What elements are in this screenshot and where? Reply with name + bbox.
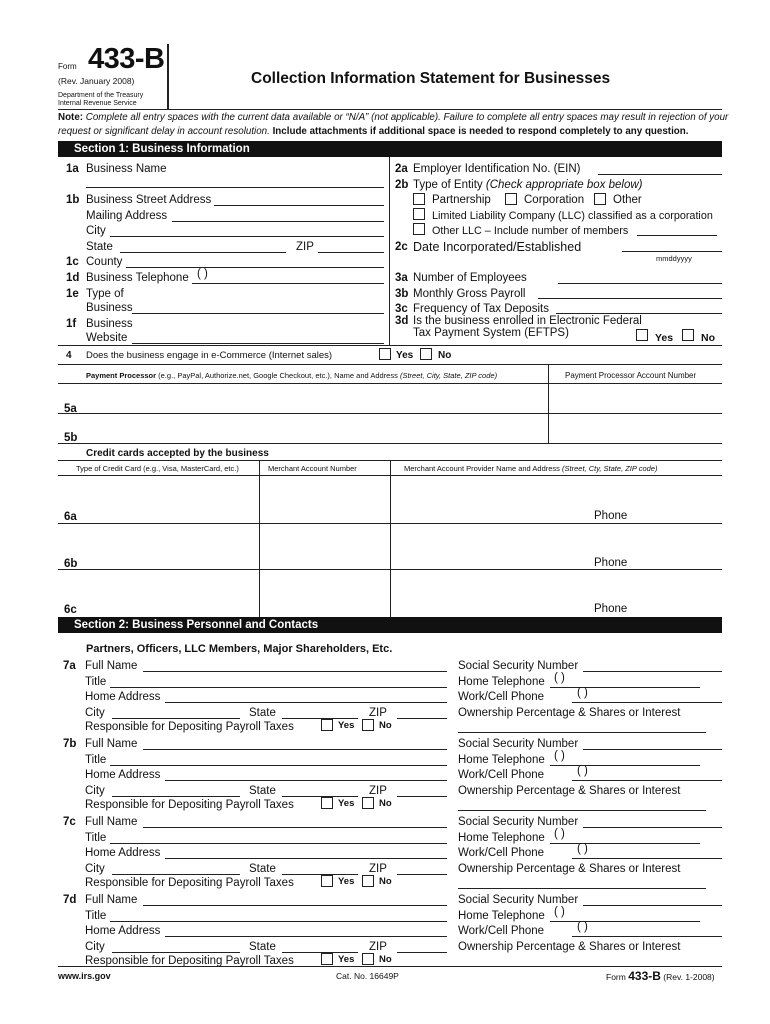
person-7b-payroll-yes-label: Yes (338, 798, 355, 809)
person-7b-state-field[interactable] (282, 796, 358, 797)
merchant-provider-hint: (Street, Cty, State, ZIP code) (562, 464, 658, 473)
person-7d-work-cell-field[interactable] (572, 936, 722, 937)
label-partnership: Partnership (432, 194, 491, 206)
label-3b-num: 3b (395, 288, 409, 300)
label-1e-num: 1e (66, 288, 79, 300)
person-7a-full-name-field[interactable] (143, 671, 447, 672)
zip-field[interactable] (318, 252, 384, 253)
page-title: Collection Information Statement for Businesses (251, 70, 611, 87)
label-zip: ZIP (296, 241, 314, 253)
person-7a-work-cell-label: Work/Cell Phone (458, 691, 545, 703)
person-7c-title-label: Title (85, 832, 107, 844)
person-7b-num: 7b (63, 738, 77, 750)
person-7c-ownership-label: Ownership Percentage & Shares or Interest (458, 863, 681, 875)
note-line2 (58, 126, 688, 137)
note-text2-bold: Include attachments if additional space is needed to respond completely to any question. (272, 126, 689, 137)
person-7d-work-cell-parens: ( ) (577, 921, 588, 933)
person-7c-home-telephone-parens: ( ) (554, 828, 565, 840)
person-7b-payroll-no-checkbox[interactable] (362, 797, 374, 809)
person-7a-full-name-label: Full Name (85, 660, 138, 672)
person-7b-home-telephone-parens: ( ) (554, 750, 565, 762)
credit-card-6a-row[interactable] (58, 523, 722, 524)
person-7d-zip-field[interactable] (397, 952, 447, 953)
form-revision: (Rev. January 2008) (58, 76, 135, 86)
form-number: 433-B (88, 43, 165, 75)
person-7a-home-telephone-parens: ( ) (554, 672, 565, 684)
person-7d-zip-label: ZIP (369, 941, 387, 953)
person-7b-zip-field[interactable] (397, 796, 447, 797)
label-state: State (86, 241, 113, 253)
footer-url[interactable]: www.irs.gov (58, 971, 111, 981)
business-website-field[interactable] (132, 343, 384, 344)
person-7b-city-label: City (85, 785, 105, 797)
person-7c-ownership-field[interactable] (458, 888, 706, 889)
person-7b-full-name-label: Full Name (85, 738, 138, 750)
label-monthly-gross-payroll: Monthly Gross Payroll (413, 288, 526, 300)
label-llc-corporation: Limited Liability Company (LLC) classified as a corporation (432, 210, 713, 222)
person-7d-work-cell-label: Work/Cell Phone (458, 925, 545, 937)
county-field[interactable] (126, 267, 384, 268)
person-7d-payroll-no-label: No (379, 954, 392, 965)
person-7b-ssn-label: Social Security Number (458, 738, 579, 750)
merchant-account-header: Merchant Account Number (268, 464, 357, 473)
person-7a-work-cell-field[interactable] (572, 702, 722, 703)
person-7a-home-telephone-field[interactable] (550, 687, 700, 688)
person-7b-home-telephone-label: Home Telephone (458, 754, 545, 766)
person-7d-num: 7d (63, 894, 77, 906)
corporation-checkbox[interactable] (505, 193, 517, 205)
person-7d-payroll-yes-label: Yes (338, 954, 355, 965)
label-county: County (86, 256, 123, 268)
person-7a-home-address-field[interactable] (165, 702, 447, 703)
merchant-provider-header (404, 464, 657, 473)
person-7c-num: 7c (63, 816, 76, 828)
person-7b-payroll-yes-checkbox[interactable] (321, 797, 333, 809)
person-7d-city-field[interactable] (112, 952, 240, 953)
other-llc-members-field[interactable] (637, 235, 717, 236)
person-7c-full-name-field[interactable] (143, 827, 447, 828)
label-ecommerce-no: No (438, 350, 452, 361)
person-7a-ownership-field[interactable] (458, 732, 706, 733)
label-6a-phone: Phone (594, 510, 628, 522)
label-6c-phone: Phone (594, 603, 628, 615)
person-7c-home-address-field[interactable] (165, 858, 447, 859)
person-7d-ssn-field[interactable] (583, 905, 722, 906)
person-7a-ssn-label: Social Security Number (458, 660, 579, 672)
person-7b-responsible-label: Responsible for Depositing Payroll Taxes (85, 799, 294, 811)
payment-processor-label: Payment Processor (86, 371, 157, 380)
label-eftps-a: Is the business enrolled in Electronic Federal (413, 315, 642, 327)
person-7b-home-address-field[interactable] (165, 780, 447, 781)
payment-processor-divider (548, 364, 549, 444)
person-7a-zip-field[interactable] (397, 718, 447, 719)
label-6a-num: 6a (64, 511, 77, 523)
frequency-tax-deposits-field[interactable] (556, 313, 722, 314)
label-business-website-a: Business (86, 318, 133, 330)
person-7c-state-field[interactable] (282, 874, 358, 875)
payment-processor-5b-row[interactable] (58, 443, 722, 444)
person-7a-responsible-label: Responsible for Depositing Payroll Taxes (85, 721, 294, 733)
label-2b-num: 2b (395, 179, 409, 191)
person-7b-zip-label: ZIP (369, 785, 387, 797)
person-7d-city-label: City (85, 941, 105, 953)
person-7b-home-telephone-field[interactable] (550, 765, 700, 766)
label-business-website-b: Website (86, 332, 128, 344)
person-7b-title-field[interactable] (110, 765, 447, 766)
person-7b-title-label: Title (85, 754, 107, 766)
person-7d-title-label: Title (85, 910, 107, 922)
person-7b-work-cell-field[interactable] (572, 780, 722, 781)
payment-processor-header (86, 371, 497, 380)
label-business-telephone: Business Telephone (86, 272, 189, 284)
label-2a-num: 2a (395, 163, 408, 175)
mailing-address-field[interactable] (172, 221, 384, 222)
label-number-of-employees: Number of Employees (413, 272, 527, 284)
date-format-hint: mmddyyyy (656, 254, 692, 263)
label-business-street: Business Street Address (86, 194, 212, 206)
person-7a-title-field[interactable] (110, 687, 447, 688)
label-mailing-address: Mailing Address (86, 210, 168, 222)
person-7a-payroll-no-checkbox[interactable] (362, 719, 374, 731)
label-6b-num: 6b (64, 558, 78, 570)
merchant-provider-label: Merchant Account Provider Name and Address (404, 464, 560, 473)
label-1f-num: 1f (66, 318, 77, 330)
person-7c-state-label: State (249, 863, 276, 875)
person-7c-zip-field[interactable] (397, 874, 447, 875)
label-1c-num: 1c (66, 256, 79, 268)
ecommerce-no-checkbox[interactable] (420, 348, 432, 360)
date-incorporated-field[interactable] (622, 251, 722, 252)
person-7c-payroll-no-label: No (379, 876, 392, 887)
person-7a-home-address-label: Home Address (85, 691, 161, 703)
label-3a-num: 3a (395, 272, 408, 284)
department-line2: Internal Revenue Service (58, 100, 137, 107)
payment-processor-desc: (e.g., PayPal, Authorize.net, Google Checkout, etc.), Name and Address (158, 371, 398, 380)
person-7c-payroll-yes-label: Yes (338, 876, 355, 887)
person-7d-ownership-label: Ownership Percentage & Shares or Interest (458, 941, 681, 953)
person-7d-payroll-yes-checkbox[interactable] (321, 953, 333, 965)
person-7c-title-field[interactable] (110, 843, 447, 844)
credit-cards-divider2 (390, 460, 391, 617)
footer-form-revision: (Rev. 1-2008) (663, 972, 715, 982)
person-7c-work-cell-label: Work/Cell Phone (458, 847, 545, 859)
person-7c-payroll-yes-checkbox[interactable] (321, 875, 333, 887)
eftps-no-checkbox[interactable] (682, 329, 694, 341)
note-text2: request or significant delay in account resolution. (58, 126, 270, 137)
person-7d-home-address-label: Home Address (85, 925, 161, 937)
label-ein: Employer Identification No. (EIN) (413, 163, 581, 175)
state-field[interactable] (120, 252, 286, 253)
city-field[interactable] (110, 236, 384, 237)
person-7d-home-address-field[interactable] (165, 936, 447, 937)
person-7b-payroll-no-label: No (379, 798, 392, 809)
label-4-num: 4 (66, 350, 72, 361)
business-type-field[interactable] (132, 313, 384, 314)
person-7c-ssn-field[interactable] (583, 827, 722, 828)
label-date-incorporated: Date Incorporated/Established (413, 240, 582, 254)
label-eftps-yes: Yes (655, 332, 674, 344)
llc-corporation-checkbox[interactable] (413, 208, 425, 220)
label-ecommerce: Does the business engage in e-Commerce (Internet sales) (86, 350, 333, 361)
partnership-checkbox[interactable] (413, 193, 425, 205)
person-7a-payroll-yes-checkbox[interactable] (321, 719, 333, 731)
person-7d-responsible-label: Responsible for Depositing Payroll Taxes (85, 955, 294, 967)
eftps-yes-checkbox[interactable] (636, 329, 648, 341)
person-7b-full-name-field[interactable] (143, 749, 447, 750)
credit-cards-divider1 (259, 460, 260, 617)
credit-card-6b-row[interactable] (58, 569, 722, 570)
label-frequency-tax-deposits: Frequency of Tax Deposits (413, 303, 549, 315)
footer-catalog-number: Cat. No. 16649P (336, 971, 399, 981)
section2-header (58, 617, 722, 633)
label-other-llc: Other LLC – Include number of members (432, 225, 629, 237)
person-7a-ownership-label: Ownership Percentage & Shares or Interest (458, 707, 681, 719)
form-word: Form (58, 62, 77, 71)
label-6b-phone: Phone (594, 557, 628, 569)
section2-title: Section 2: Business Personnel and Contacts (74, 619, 319, 631)
business-telephone-parens: ( ) (197, 268, 208, 280)
footer-form (606, 969, 715, 983)
section1-title: Section 1: Business Information (74, 143, 250, 155)
other-llc-checkbox[interactable] (413, 223, 425, 235)
section1-center-divider (389, 157, 390, 346)
note-line1 (58, 112, 728, 123)
label-3c-num: 3c (395, 303, 408, 315)
person-7b-ownership-field[interactable] (458, 810, 706, 811)
person-7c-work-cell-parens: ( ) (577, 843, 588, 855)
number-of-employees-field[interactable] (558, 283, 722, 284)
person-7b-ssn-field[interactable] (583, 749, 722, 750)
person-7c-city-field[interactable] (112, 874, 240, 875)
section1-header (58, 141, 722, 157)
note-label: Note: (58, 112, 84, 123)
person-7b-work-cell-label: Work/Cell Phone (458, 769, 545, 781)
person-7a-city-field[interactable] (112, 718, 240, 719)
header-rule (58, 109, 722, 110)
person-7c-ssn-label: Social Security Number (458, 816, 579, 828)
person-7a-city-label: City (85, 707, 105, 719)
payment-processor-header-rule (58, 383, 722, 384)
label-corporation: Corporation (524, 194, 585, 206)
business-name-field[interactable] (86, 187, 384, 188)
person-7d-state-field[interactable] (282, 952, 358, 953)
label-6c-num: 6c (64, 604, 77, 616)
label-eftps-no: No (701, 332, 715, 344)
person-7a-ssn-field[interactable] (583, 671, 722, 672)
business-telephone-field[interactable] (192, 283, 384, 284)
person-7b-home-address-label: Home Address (85, 769, 161, 781)
payment-processor-address-hint: (Street, City, State, ZIP code) (399, 371, 498, 380)
label-ecommerce-yes: Yes (396, 350, 414, 361)
label-eftps-b: Tax Payment System (EFTPS) (413, 327, 569, 339)
person-7b-city-field[interactable] (112, 796, 240, 797)
person-7d-full-name-label: Full Name (85, 894, 138, 906)
person-7a-state-label: State (249, 707, 276, 719)
label-1b-num: 1b (66, 194, 80, 206)
person-7d-ssn-label: Social Security Number (458, 894, 579, 906)
label-5a-num: 5a (64, 403, 77, 415)
person-7c-zip-label: ZIP (369, 863, 387, 875)
person-7b-ownership-label: Ownership Percentage & Shares or Interest (458, 785, 681, 797)
credit-card-type-header: Type of Credit Card (e.g., Visa, MasterCard, etc.) (76, 464, 239, 473)
person-7d-full-name-field[interactable] (143, 905, 447, 906)
monthly-gross-payroll-field[interactable] (538, 298, 722, 299)
note-text1: Complete all entry spaces with the current data available or “N/A” (not applicable). Failure to complete all entry spaces may result in rejection of your (85, 112, 729, 123)
payment-processor-5a-row[interactable] (58, 413, 722, 414)
person-7a-payroll-yes-label: Yes (338, 720, 355, 731)
person-7d-state-label: State (249, 941, 276, 953)
footer-rule (58, 966, 722, 967)
ein-field[interactable] (598, 174, 722, 175)
person-7a-home-telephone-label: Home Telephone (458, 676, 545, 688)
person-7d-home-telephone-parens: ( ) (554, 906, 565, 918)
person-7c-home-telephone-field[interactable] (550, 843, 700, 844)
credit-cards-title: Credit cards accepted by the business (86, 448, 269, 459)
other-checkbox[interactable] (594, 193, 606, 205)
business-street-field[interactable] (214, 205, 384, 206)
label-business-name: Business Name (86, 163, 167, 175)
payment-processor-account-header: Payment Processor Account Number (565, 371, 697, 380)
person-7c-responsible-label: Responsible for Depositing Payroll Taxes (85, 877, 294, 889)
credit-cards-header-rule (58, 475, 722, 476)
row-4-bottom-rule (58, 364, 722, 365)
person-7a-state-field[interactable] (282, 718, 358, 719)
person-7d-home-telephone-label: Home Telephone (458, 910, 545, 922)
footer-form-number: 433-B (628, 969, 661, 983)
label-1a-num: 1a (66, 163, 79, 175)
person-7c-city-label: City (85, 863, 105, 875)
person-7a-zip-label: ZIP (369, 707, 387, 719)
person-7a-title-label: Title (85, 676, 107, 688)
person-7a-payroll-no-label: No (379, 720, 392, 731)
person-7a-num: 7a (63, 660, 76, 672)
label-type-of: Type of (86, 288, 124, 300)
person-7c-home-telephone-label: Home Telephone (458, 832, 545, 844)
department-line1: Department of the Treasury (58, 92, 144, 99)
person-7b-work-cell-parens: ( ) (577, 765, 588, 777)
person-7c-payroll-no-checkbox[interactable] (362, 875, 374, 887)
person-7d-payroll-no-checkbox[interactable] (362, 953, 374, 965)
entity-type-hint: (Check appropriate box below) (485, 179, 643, 191)
person-7d-home-telephone-field[interactable] (550, 921, 700, 922)
label-1d-num: 1d (66, 272, 80, 284)
label-business-type: Business (86, 302, 133, 314)
person-7c-work-cell-field[interactable] (572, 858, 722, 859)
label-other: Other (613, 194, 642, 206)
label-5b-num: 5b (64, 432, 78, 444)
person-7c-home-address-label: Home Address (85, 847, 161, 859)
person-7c-full-name-label: Full Name (85, 816, 138, 828)
person-7a-work-cell-parens: ( ) (577, 687, 588, 699)
label-entity-type (413, 179, 643, 191)
entity-type-text: Type of Entity (413, 179, 483, 191)
header-divider (167, 44, 169, 109)
section2-subtitle: Partners, Officers, LLC Members, Major Shareholders, Etc. (86, 643, 393, 655)
label-2c-num: 2c (395, 241, 408, 253)
person-7b-state-label: State (249, 785, 276, 797)
label-city: City (86, 225, 106, 237)
label-3d-num: 3d (395, 315, 409, 327)
footer-form-word: Form (606, 972, 626, 982)
row-4-top-rule (58, 345, 722, 346)
ecommerce-yes-checkbox[interactable] (379, 348, 391, 360)
person-7d-title-field[interactable] (110, 921, 447, 922)
